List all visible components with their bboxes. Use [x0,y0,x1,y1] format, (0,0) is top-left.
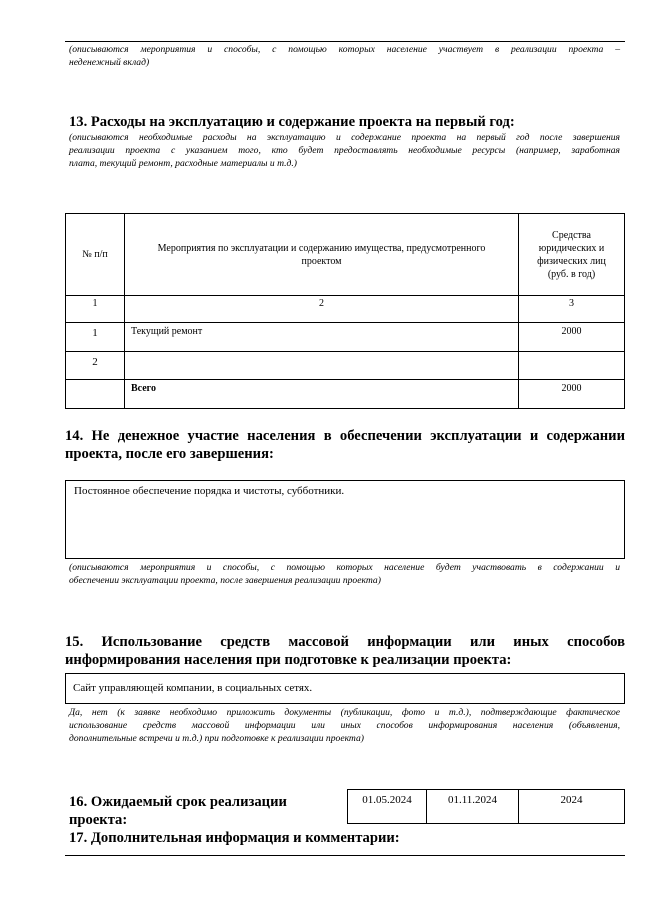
index-cell-3: 3 [519,296,625,323]
bottom-rule [65,855,625,856]
total-num [66,380,125,409]
section15-title-line2: информирования населения при подготовке к реализации проекта: [65,652,512,668]
section15-note-line2: использование средств массовой информации или иных способов информирования населения (объявления, [69,720,620,731]
row-activity [125,352,519,380]
header-funds-line4: (руб. в год) [547,268,596,280]
project-dates-table [347,789,625,824]
section13-title: 13. Расходы на эксплуатацию и содержание проекта на первый год: [69,114,515,130]
start-date: 01.05.2024 [348,790,427,824]
header-activity-line1: Мероприятия по эксплуатации и содержанию имущества, предусмотренного [157,242,486,254]
section15-text-box [65,673,625,704]
section15-title-line1: 15. Использование средств массовой информации или иных способов [65,634,625,650]
header-num: № п/п [66,214,125,296]
header-activity [125,214,519,296]
table-row [66,323,625,352]
row-num: 2 [66,352,125,380]
index-cell-2: 2 [125,296,519,323]
header-funds-line3: физических лиц [537,255,606,267]
row-num: 1 [66,323,125,352]
row-amount [519,352,625,380]
top-rule [65,41,625,42]
header-activity-line2: проектом [301,255,342,267]
project-year: 2024 [519,790,625,824]
section14-box-text: Постоянное обеспечение порядка и чистоты, субботники. [74,485,345,497]
section14-note-line2: обеспечении эксплуатации проекта, после завершения реализации проекта) [69,575,381,586]
section13-note-line2: реализации проекта с указанием того, кто будет предоставлять необходимые ресурсы (например, заработная [69,145,620,156]
section14-note-line1: (описываются мероприятия и способы, с помощью которых население будет участвовать в содержании и [69,562,620,573]
top-note-line1: (описываются мероприятия и способы, с помощью которых население участвует в реализации проекта – [69,44,620,55]
section15-box-text: Сайт управляющей компании, в социальных сетях. [73,682,313,694]
section17-title: 17. Дополнительная информация и комментарии: [69,830,400,846]
section16-title-line1: 16. Ожидаемый срок реализации [69,794,287,810]
section16-title-line2: проекта: [69,812,128,828]
section13-note-line1: (описываются необходимые расходы на эксплуатацию и содержание проекта на первый год после завершения [69,132,620,143]
section13-note-line3: плата, текущий ремонт, расходные материалы и т.д.) [69,158,298,169]
table-row [66,352,625,380]
section14-title-line2: проекта, после его завершения: [65,446,274,462]
top-note-line2: неденежный вклад) [69,57,150,68]
end-date: 01.11.2024 [427,790,519,824]
section14-title-line1: 14. Не денежное участие населения в обеспечении эксплуатации и содержании [65,428,625,444]
table-index-row [66,296,625,323]
row-activity: Текущий ремонт [125,323,519,352]
row-amount: 2000 [519,323,625,352]
header-funds-line1: Средства [552,229,591,241]
total-label: Всего [125,380,519,409]
dates-row [348,790,625,824]
table-total-row [66,380,625,409]
section14-text-box [65,480,625,559]
header-funds-line2: юридических и [538,242,605,254]
header-funds [519,214,625,296]
table-header-row [66,214,625,296]
total-amount: 2000 [519,380,625,409]
section15-note-line1: Да, нет (к заявке необходимо приложить документы (публикации, фото и т.д.), подтверждающие фактическое [69,707,620,718]
expenses-table [65,213,625,409]
section15-note-line3: дополнительные встречи и т.д.) при подготовке к реализации проекта) [69,733,364,744]
index-cell-1: 1 [66,296,125,323]
